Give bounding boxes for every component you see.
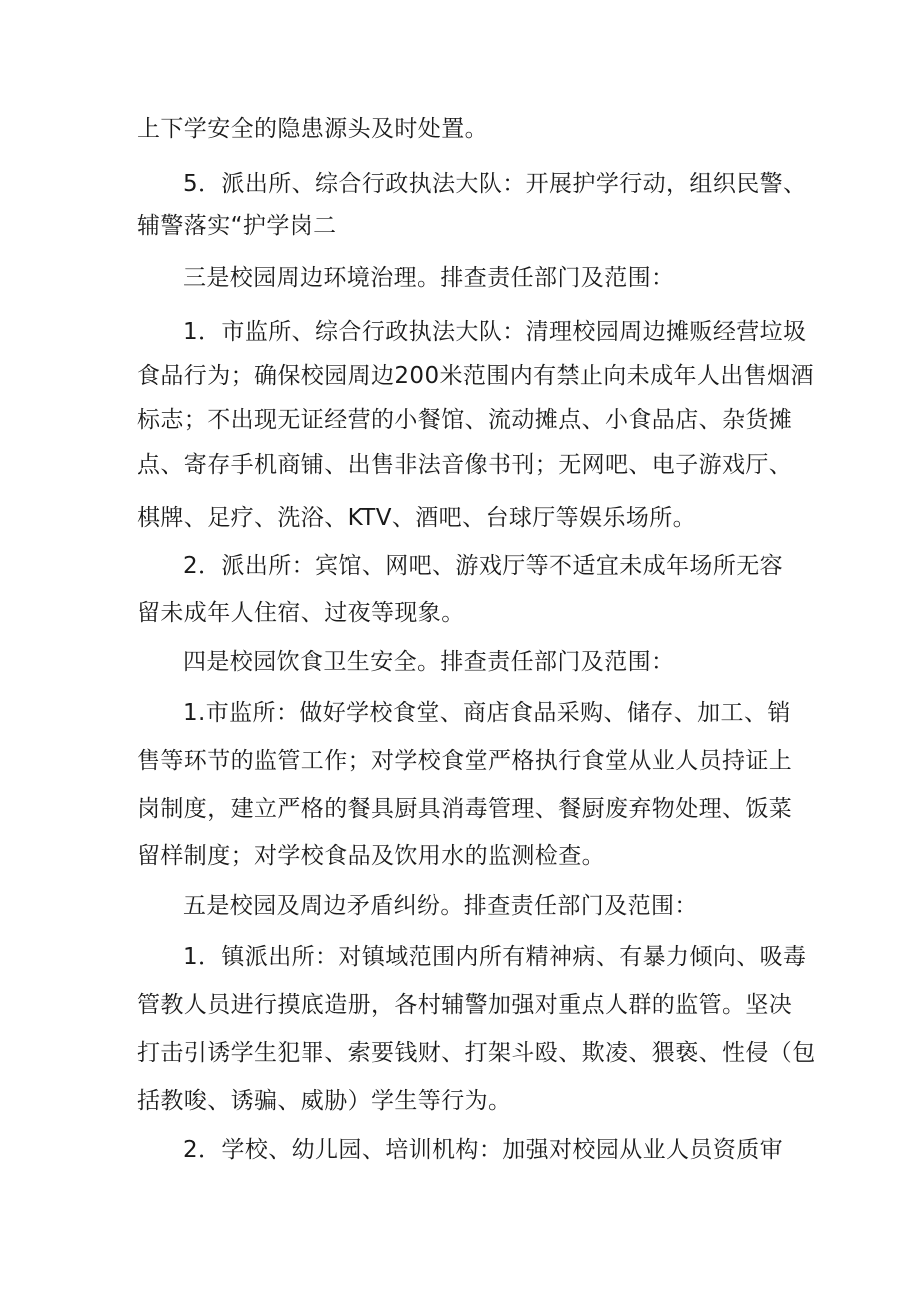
section-heading: 四是校园饮食卫生安全。排查责任部门及范围： xyxy=(183,649,675,675)
text-line: 1.市监所：做好学校食堂、商店食品采购、储存、加工、销 xyxy=(183,700,791,726)
text-line: 棋牌、足疗、洗浴、KTV、酒吧、台球厅等娱乐场所。 xyxy=(137,505,697,531)
text-line: 括教唆、诱骗、威胁）学生等行为。 xyxy=(137,1088,512,1114)
text-line: 留样制度；对学校食品及饮用水的监测检查。 xyxy=(137,843,605,869)
text-line: 岗制度，建立严格的餐具厨具消毒管理、餐厨废弃物处理、饭菜 xyxy=(137,796,793,822)
text-line: 5．派出所、综合行政执法大队：开展护学行动，组织民警、 xyxy=(183,171,807,197)
text-line: 打击引诱学生犯罪、索要钱财、打架斗殴、欺凌、猥亵、性侵（包 xyxy=(137,1040,816,1066)
text-line: 2．学校、幼儿园、培训机构：加强对校园从业人员资质审 xyxy=(183,1137,784,1163)
text-line: 留未成年人住宿、过夜等现象。 xyxy=(137,600,465,626)
text-line: 管教人员进行摸底造册，各村辅警加强对重点人群的监管。坚决 xyxy=(137,992,793,1018)
section-heading: 三是校园周边环境治理。排查责任部门及范围： xyxy=(183,265,675,291)
text-line: 售等环节的监管工作；对学校食堂严格执行食堂从业人员持证上 xyxy=(137,748,793,774)
text-line: 辅警落实“护学岗二 xyxy=(137,213,337,239)
text-line: 1．市监所、综合行政执法大队：清理校园周边摊贩经营垃圾 xyxy=(183,319,807,345)
text-line: 标志；不出现无证经营的小餐馆、流动摊点、小食品店、杂货摊 xyxy=(137,407,793,433)
text-line: 点、寄存手机商铺、出售非法音像书刊；无网吧、电子游戏厅、 xyxy=(137,452,793,478)
text-line: 上下学安全的隐患源头及时处置。 xyxy=(137,116,488,142)
text-line: 1．镇派出所：对镇域范围内所有精神病、有暴力倾向、吸毒 xyxy=(183,944,807,970)
text-line: 食品行为；确保校园周边200米范围内有禁止向未成年人出售烟酒 xyxy=(137,363,814,389)
section-heading: 五是校园及周边矛盾纠纷。排查责任部门及范围： xyxy=(183,893,698,919)
text-line: 2．派出所：宾馆、网吧、游戏厅等不适宜未成年场所无容 xyxy=(183,553,784,579)
